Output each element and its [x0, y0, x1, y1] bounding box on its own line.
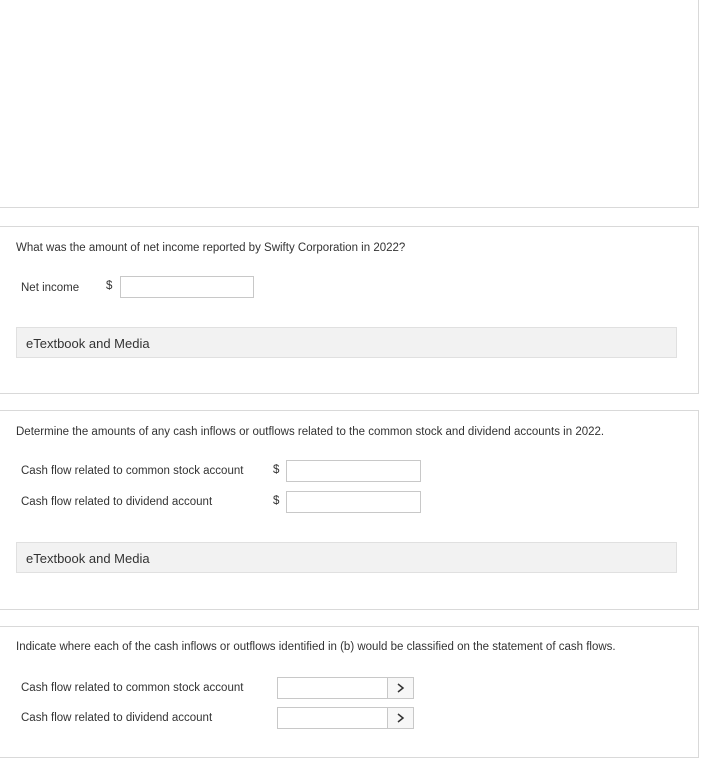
part-b-panel [0, 410, 699, 610]
currency-symbol: $ [106, 280, 113, 292]
etextbook-media-button[interactable] [16, 542, 677, 573]
part-a-panel [0, 226, 699, 394]
part-c-question: Indicate where each of the cash inflows or outflows identified in (b) would be classified on the statement of cash flows. [16, 641, 616, 653]
part-b-question: Determine the amounts of any cash inflows or outflows related to the common stock and dividend accounts in 2022. [16, 426, 605, 438]
dropdown-arrow[interactable] [387, 678, 413, 698]
etextbook-media-label: eTextbook and Media [26, 336, 150, 351]
chevron-right-icon [396, 713, 405, 723]
common-stock-classification-select[interactable] [277, 677, 414, 699]
part-a-question: What was the amount of net income reported by Swifty Corporation in 2022? [16, 242, 406, 254]
dropdown-arrow[interactable] [387, 708, 413, 728]
etextbook-media-label: eTextbook and Media [26, 551, 150, 566]
net-income-input[interactable] [120, 276, 254, 298]
dividend-classification-select[interactable] [277, 707, 414, 729]
problem-container [0, 0, 699, 208]
chevron-right-icon [396, 683, 405, 693]
etextbook-media-button[interactable] [16, 327, 677, 358]
currency-symbol: $ [273, 464, 280, 476]
dividend-cash-flow-input[interactable] [286, 491, 421, 513]
common-stock-cash-flow-input[interactable] [286, 460, 421, 482]
common-stock-cash-flow-label: Cash flow related to common stock account [21, 465, 244, 477]
common-stock-classification-label: Cash flow related to common stock account [21, 682, 244, 694]
net-income-label: Net income [21, 282, 80, 294]
currency-symbol: $ [273, 495, 280, 507]
dividend-cash-flow-label: Cash flow related to dividend account [21, 496, 213, 508]
part-c-panel [0, 626, 699, 758]
dividend-classification-label: Cash flow related to dividend account [21, 712, 213, 724]
